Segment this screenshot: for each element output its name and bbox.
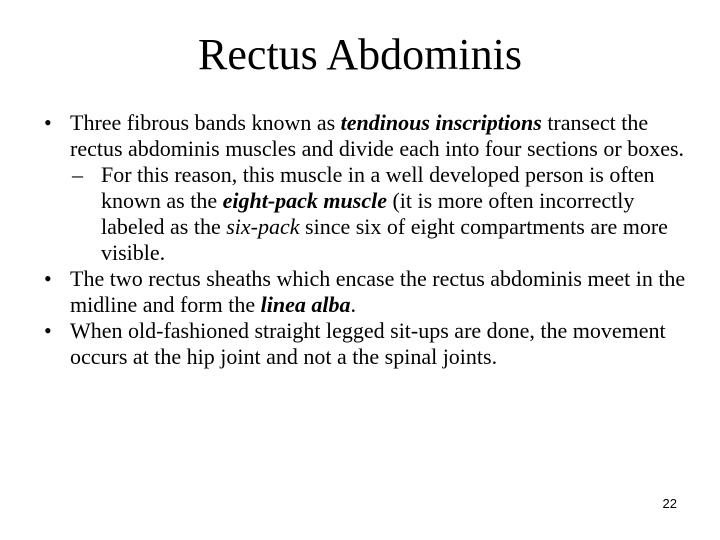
bullet-italic: six-pack: [226, 214, 300, 239]
bullet-item-1: [0, 110, 720, 162]
bullet-marker: •: [44, 318, 52, 343]
sub-bullet-marker: –: [72, 162, 83, 187]
bullet-text: For this reason, this muscle in a well developed person is often known as the: [101, 162, 655, 213]
bullet-emphasis: eight-pack muscle: [222, 188, 387, 213]
bullet-item-2: [0, 266, 720, 318]
bullet-marker: •: [44, 266, 52, 291]
bullet-text: When old-fashioned straight legged sit-ups are done, the movement occurs at the hip joint and not a the spinal joints.: [70, 318, 666, 369]
bullet-text: Three fibrous bands known as: [70, 110, 341, 135]
bullet-text: The two rectus sheaths which encase the rectus abdominis meet in the midline and form the: [70, 266, 686, 317]
bullet-marker: •: [44, 110, 52, 135]
bullet-emphasis: tendinous inscriptions: [340, 110, 542, 135]
bullet-item-3: [0, 318, 720, 370]
bullet-text: (it is more often incorrectly labeled as the: [101, 188, 635, 239]
bullet-text: transect the rectus abdominis muscles and divide each into four sections or boxes.: [70, 110, 685, 161]
bullet-emphasis: linea alba: [260, 292, 351, 317]
slide-title: Rectus Abdominis: [198, 30, 522, 79]
bullet-text: since six of eight compartments are more visible.: [101, 214, 668, 265]
bullet-text: .: [350, 292, 356, 317]
bullet-list: [0, 110, 720, 370]
sub-bullet-item-1: [0, 162, 720, 266]
page-number: 22: [662, 496, 677, 511]
